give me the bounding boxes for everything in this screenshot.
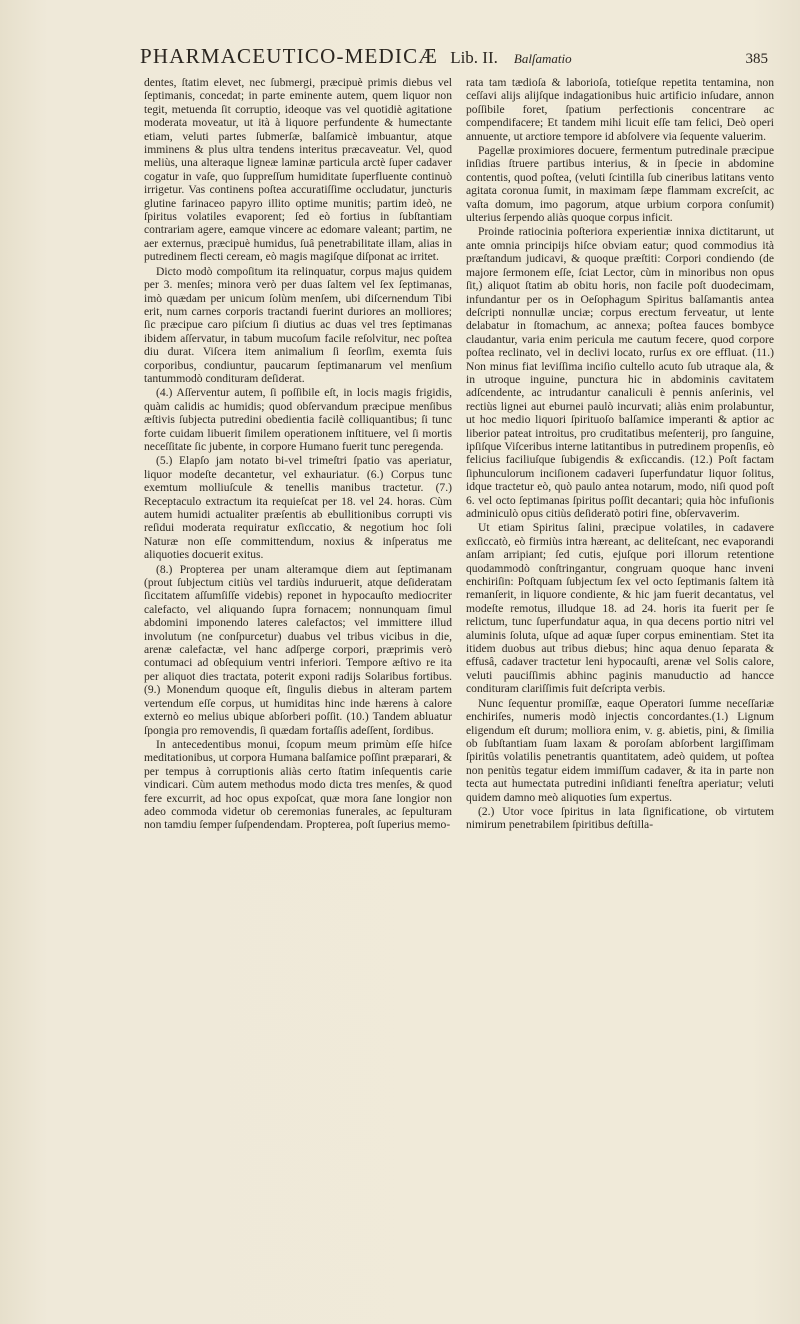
- paragraph: (2.) Utor voce ſpiritus in lata ſignificatione, ob virtutem nimirum penetrabilem ſpiritibus deſtilla-: [466, 804, 774, 832]
- paragraph: Dicto modò compoſitum ita relinquatur, corpus majus quidem per 3. menſes; minora verò per duas ſaltem vel ſex ſeptimanas, imò quædam per unicum ſolùm menſem, ubi diſcernendum Tibi erit, num carnes corporis tractandi fuerint duriores an molliores; ſic præcipue caro piſcium ſi diutius ac duas vel tres ſeptimanas ibidem aſſervatur, in tabum mucoſum facile reſolvitur, nec poſtea diu durat. Viſcera item animalium ſi ſeorſim, exemta ſuis corporibus, condiuntur, paucarum ſeptimanarum vel menſium tantummodò condituram deſiderat.: [144, 264, 452, 385]
- book-label: Lib. II.: [450, 48, 498, 67]
- paragraph: In antecedentibus monui, ſcopum meum primùm eſſe hiſce meditationibus, ut corpora Humana balſamice poſſint præparari, & per tempus à corruptionis aliàs certo ſtatim inſequentis carie vindicari. Cùm autem methodus modo dicta tres menſes, & quod fere excurrit, ad hoc opus expoſcat, quæ mora ſane longior non adeo commoda videtur ob ceremonias funerales, ac ſepulturam non tamdiu ſemper ſuſpendendam. Propterea, poſt ſuperius memo-: [144, 737, 452, 832]
- page-number: 385: [745, 51, 768, 67]
- section-label: Balſamatio: [513, 51, 572, 66]
- paragraph: Ut etiam Spiritus ſalini, præcipue volatiles, in cadavere exſiccatò, eò firmiùs intra hæreant, ac deliteſcant, nec evaporandi anſam arripiant; ſed cutis, ejuſque pori illorum retentione quodammodò conſtringantur, congruam quoque hanc inveni enchiriſin: Poſtquam ſubjectum ſex vel octo ſeptimanis ſaltem ità remanſerit, in liquore condiente, & hic jam fuerit decantatus, vel modeſte remotus, illudque 18. ad 24. horis ita fuerit per ſe relictum, tunc ſuperfundatur aqua, in qua decens portio nitri vel aluminis ſoluta, uſque ad aquæ ſuper corpus eminentiam. Stet ita itidem duobus aut tribus diebus; hinc aqua denuo ſeparata & effusâ, cadaver tractetur leni hypocauſti, arenæ vel Solis calore, veluti pauciſſimis abhinc paginis manuductio ad hancce condituram clariſſimis fuit deſcripta verbis.: [466, 521, 774, 696]
- paragraph: rata tam tædioſa & laborioſa, totieſque repetita tentamina, non ceſſavi alijs alijſque indagationibus huic artificio inſudare, annon poſſibile foret, ſpatium perfectionis concentrare ac compendifacere; Et tandem mihi licuit eſſe tam felici, Deò operi annuente, ut arctiore tempore id abſolvere via ſequente valuerim.: [466, 76, 774, 143]
- running-head: PHARMACEUTICO-MEDICÆ: [140, 44, 439, 68]
- paragraph: Proinde ratiocinia poſteriora experientiæ innixa dictitarunt, ut ante omnia principijs hiſce obviam eatur; quod commodius ità præſtandum judicavi, & quoque præſtiti: Corpori condiendo (de majore ſermonem eſſe, ſciat Lector, cùm in minoribus non opus ſit,) aliquot ſtatim ab obitu horis, non facile poſt duodecimam, infundantur per os in Oeſophagum Spiritus balſamantis antea deſcripti nonnullæ unciæ; corpus erectum ferveatur, ut lente delabatur in ſtomachum, ac annexa; poſtea fauces bombyce claudantur, varia enim pericula me cautum fecere, quod corpore poſtea reclinato, vel in declivi locato, rurſus ex ore effluat. (11.) Non minus fiat leviſſima inciſio cultello acuto ſub utraque ala, & in utroque inguine, punctura hic in abdominis cavitatem adſcendente, ac intrudantur canaliculi è pennis anſerinis, vel rectiùs lignei aut eburnei paulò incurvati; aliàs enim prolabuntur, ut hoc medio liquori ſpirituoſo balſamice imperanti & aptior ac liberior pateat introitus, pro crudìtatibus meſenterij, pro ſanguine, ipſiſque Viſceribus interne latitantibus in putredinem propenſis, eò felicius faciliuſque ſubigendis & exſiccandis. (12.) Poſt factam ſiphunculorum inciſionem cadaveri ſuperfundatur liquor ſolitus, idque tractetur eò, quò paulo antea notarum, modo, niſi quod poſt 6. vel octo ſeptimanas ſpiritus poſſit decantari; quia hòc infuſionis adminiculò opus citiùs deſideratò potiri fine, obſervaverim.: [466, 225, 774, 520]
- right-column: [466, 76, 774, 1294]
- paragraph: (5.) Elapſo jam notato bi-vel trimeſtri ſpatio vas aperiatur, liquor modeſte decantetur, vel exhauriatur. (6.) Corpus tunc exemtum molliuſcule & tenellis manibus tractetur. (7.) Receptaculo extractum ita requieſcat per 18. vel 24. horas. Cùm autem humidi actualiter præſentis ab ebullitionibus corrupti vis reſidui moderata requiratur exſiccatio, & negotium hoc ſoli Naturæ non eſſe committendum, noxius & inſperatus me aliquoties docuerit exitus.: [144, 454, 452, 562]
- paragraph: dentes, ſtatim elevet, nec ſubmergi, præcipuè primis diebus vel ſeptimanis, concedat; in parte eminente autem, quem liquor non tegit, metuenda ſit corruptio, ideoque vas vel quotidiè agitatione moderata moveatur, ut ità à liquore perfundente & humectante etiam, veluti partes ſubmerſæ, balſamicè imbuantur, atque imminens & plus ultra tendens interitus præcaveatur. Vel, quod meliùs, una alteraque ligneæ laminæ particula arctè ſuper cadaver cogatur in vaſe, quo ſuppreſſum humiditate ſuperfluente continuò irrigetur. Vas continens poſtea accuratiſſime occludatur, juncturis glutine farinaceo papyro illito optime munitis; partim ideò, ne ſpiritus volatiles evaporent; ſed eò fortius in ſubſtantiam contrariam agere, eamque vincere ac edomare valeant; partim, ne aer externus, præcipuè humidus, ſuâ penetrabilitate illam, alias in putredinem flecti ceream, eò magis magiſque diſponat ac irritet.: [144, 76, 452, 264]
- paragraph: Nunc ſequentur promiſſæ, eaque Operatori ſumme neceſſariæ enchiriſes, numeris modò injectis concordantes.(1.) Lignum eligendum eſt durum; molliora enim, v. g. abietis, pini, & ſimilia ob ſubſtantiam ſuam laxam & poroſam abſorbent largiſſimam ſpiritûs volatilis penetrantis quantitatem, adeò quidem, ut poſtea non penitùs tegatur eidem immiſſum cadaver, & ita in parte non tecta aut humectata putredini inſidianti feneſtra aperiatur; veluti quidem damno meò aliquoties ſum expertus.: [466, 696, 774, 804]
- paragraph: (8.) Propterea per unam alteramque diem aut ſeptimanam (prout ſubjectum citiùs vel tardiùs induruerit, atque deſideratam ſiccitatem aſſumſiſſe videbis) reponet in hypocauſto mediocriter calefacto, vel aliquando ſupra fornacem; nonnunquam ſimul abdomini imponendo lateres calefactos; vel immittere illud involutum (ne conſpurcetur) duabus vel tribus vicibus in die, arenæ calefactæ, vel hanc adſperge corpori, præprimis verò contumaci ad obſequium ventri inferiori. Tempore æſtivo re ita per aliquot dies tractata, poterit exponi radijs Solaribus fortibus. (9.) Monendum quoque eſt, ſingulis diebus in alteram partem vertendum eſſe corpus, ut humiditas hinc inde hærens à calore externò eo melius ubique abſorberi poſſit. (10.) Tandem abluatur ſpongia pro removendis, ſi quædam fortaſſis adeſſent, ſordibus.: [144, 562, 452, 737]
- left-column: [144, 76, 452, 1294]
- page-header: [140, 44, 780, 74]
- paragraph: (4.) Aſſerventur autem, ſi poſſibile eſt, in locis magis frigidis, quàm calidis ac humidis; quod obſervandum præcipue menſibus æſtivis ſubjecta putredini obedientia facilè colliquantibus; ſi tunc forte cuidam libuerit ſimilem operationem inſtituere, vel ſi mortis neceſſitate ſic jubente, in corpore Humano fuerit tunc peregenda.: [144, 386, 452, 453]
- text-columns: [144, 76, 774, 1294]
- paragraph: Pagellæ proximiores docuere, fermentum putredinale præcipue inſidias ſtruere partibus interius, & in ſpecie in abdomine contentis, quod poſtea, (veluti ſcintilla ſub cineribus latitans vento agitata coronua ſumit, in maximam ſæpe flammam excreſcit, ac vaſta domum, imo pagorum, atque urbium corpora conſumit) ulterius ſerpendo aliàs quoque corpus inficit.: [466, 144, 774, 225]
